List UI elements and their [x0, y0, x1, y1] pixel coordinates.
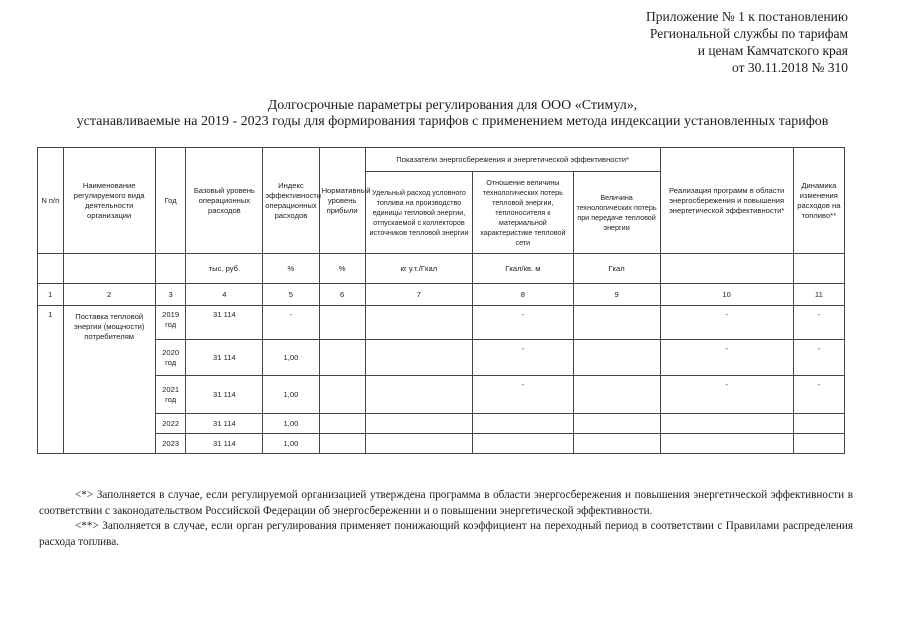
header-year: Год: [155, 148, 186, 254]
dynamics-cell: [793, 414, 844, 434]
header-losses-ratio: Отношение величины технологических потерь тепловой энергии, теплоносителя к материальной характеристике тепловой сети: [473, 172, 573, 254]
fuel-cell: [365, 306, 473, 340]
fuel-cell: [365, 434, 473, 454]
table-row: [38, 376, 845, 414]
unit-efficiency-index: %: [263, 254, 319, 284]
header-efficiency-index: Индекс эффективности операционных расходов: [263, 148, 319, 254]
unit-base-level: тыс. руб.: [186, 254, 263, 284]
table-row: [38, 306, 845, 340]
dynamics-cell: [793, 434, 844, 454]
header-activity: Наименование регулируемого вида деятельности организации: [63, 148, 155, 254]
unit-tech-losses: Гкал: [573, 254, 660, 284]
activity-number: 1: [38, 306, 64, 454]
unit-fuel-consumption: кг у.т./Гкал: [365, 254, 473, 284]
efficiency-index-cell: 1,00: [263, 414, 319, 434]
appendix-block: [646, 8, 848, 76]
dynamics-cell: -: [793, 376, 844, 414]
column-number-row: [38, 284, 845, 306]
profit-level-cell: [319, 340, 365, 376]
column-number: 8: [473, 284, 573, 306]
base-level-cell: 31 114: [186, 376, 263, 414]
fuel-cell: [365, 414, 473, 434]
header-base-level: Базовый уровень операционных расходов: [186, 148, 263, 254]
column-number: 9: [573, 284, 660, 306]
header-num: N п/п: [38, 148, 64, 254]
fuel-cell: [365, 340, 473, 376]
dynamics-cell: -: [793, 340, 844, 376]
tech-losses-cell: [573, 376, 660, 414]
column-number: 5: [263, 284, 319, 306]
header-program: Реализация программ в области энергосбережения и повышения энергетической эффективности*: [660, 148, 793, 254]
efficiency-index-cell: 1,00: [263, 434, 319, 454]
losses-ratio-cell: -: [473, 340, 573, 376]
efficiency-index-cell: -: [263, 306, 319, 340]
table-row: [38, 434, 845, 454]
program-cell: -: [660, 376, 793, 414]
dynamics-cell: -: [793, 306, 844, 340]
year-cell: 2021 год: [155, 376, 186, 414]
efficiency-index-cell: 1,00: [263, 376, 319, 414]
title-line: устанавливаемые на 2019 - 2023 годы для формирования тарифов с применением метода индексации установленных тарифов: [76, 114, 829, 129]
column-number: 3: [155, 284, 186, 306]
appendix-line: Региональной службы по тарифам: [649, 26, 848, 41]
year-cell: 2019 год: [155, 306, 186, 340]
header-dynamics: Динамика изменения расходов на топливо**: [793, 148, 844, 254]
column-number: 10: [660, 284, 793, 306]
column-number: 7: [365, 284, 473, 306]
base-level-cell: 31 114: [186, 306, 263, 340]
footnote-2: <**> Заполняется в случае, если орган регулирования применяет понижающий коэффициент на переходный период в соответствии с Правилами распределения расхода топлива.: [39, 520, 853, 548]
footnote-1: <*> Заполняется в случае, если регулируемой организацией утверждена программа в области энергосбережения и повышения энергетической эффективности в соответствии с законодательством Российской Федерации об энергосбережении и о повышении энергетической эффективности.: [39, 489, 853, 517]
year-cell: 2020 год: [155, 340, 186, 376]
column-number: 2: [63, 284, 155, 306]
losses-ratio-cell: [473, 414, 573, 434]
losses-ratio-cell: -: [473, 306, 573, 340]
program-cell: -: [660, 306, 793, 340]
base-level-cell: 31 114: [186, 434, 263, 454]
losses-ratio-cell: -: [473, 376, 573, 414]
appendix-line: Приложение № 1 к постановлению: [646, 9, 848, 24]
fuel-cell: [365, 376, 473, 414]
document-title: [0, 98, 905, 130]
tech-losses-cell: [573, 340, 660, 376]
program-cell: [660, 414, 793, 434]
title-line: Долгосрочные параметры регулирования для ООО «Стимул»,: [267, 98, 638, 113]
program-cell: [660, 434, 793, 454]
activity-name: Поставка тепловой энергии (мощности) потребителям: [63, 306, 155, 454]
efficiency-index-cell: 1,00: [263, 340, 319, 376]
column-number: 11: [793, 284, 844, 306]
losses-ratio-cell: [473, 434, 573, 454]
tech-losses-cell: [573, 414, 660, 434]
column-number: 1: [38, 284, 64, 306]
column-number: 6: [319, 284, 365, 306]
unit-profit-level: %: [319, 254, 365, 284]
appendix-line: и ценам Камчатского края: [697, 43, 848, 58]
base-level-cell: 31 114: [186, 414, 263, 434]
profit-level-cell: [319, 306, 365, 340]
header-tech-losses: Величина технологических потерь при передаче тепловой энергии: [573, 172, 660, 254]
program-cell: -: [660, 340, 793, 376]
header-profit-level: Нормативный уровень прибыли: [319, 148, 365, 254]
table-row: [38, 340, 845, 376]
footnotes: [39, 488, 853, 550]
header-energy-group: Показатели энергосбережения и энергетической эффективности*: [365, 148, 660, 172]
appendix-line: от 30.11.2018 № 310: [732, 60, 848, 75]
year-cell: 2022: [155, 414, 186, 434]
year-cell: 2023: [155, 434, 186, 454]
parameters-table: [37, 147, 845, 454]
profit-level-cell: [319, 414, 365, 434]
base-level-cell: 31 114: [186, 340, 263, 376]
table-row: [38, 414, 845, 434]
column-number: 4: [186, 284, 263, 306]
unit-losses-ratio: Гкал/кв. м: [473, 254, 573, 284]
profit-level-cell: [319, 434, 365, 454]
header-fuel-consumption: Удельный расход условного топлива на производство единицы тепловой энергии, отпускаемой с коллекторов источников тепловой энергии: [365, 172, 473, 254]
tech-losses-cell: [573, 434, 660, 454]
profit-level-cell: [319, 376, 365, 414]
tech-losses-cell: [573, 306, 660, 340]
